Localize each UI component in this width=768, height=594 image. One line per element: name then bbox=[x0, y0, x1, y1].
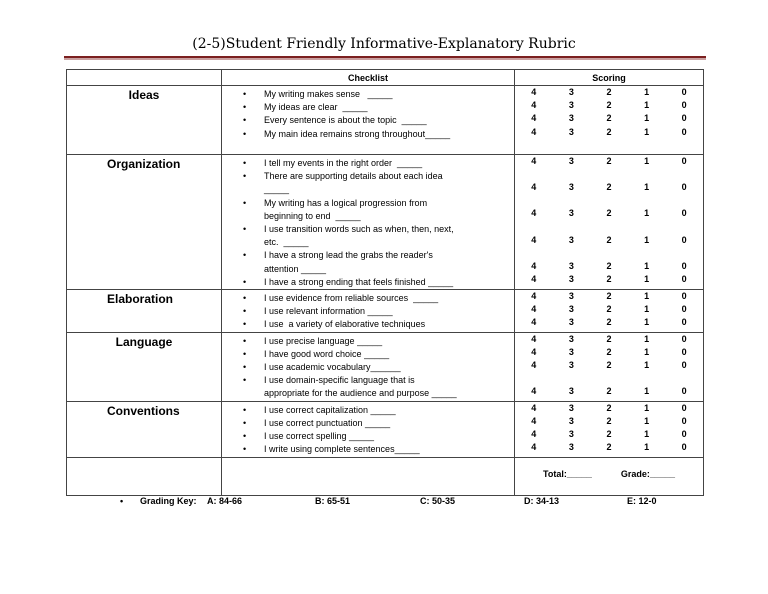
score-row: 4 3 2 1 0 bbox=[531, 333, 687, 344]
header-blank bbox=[67, 70, 222, 86]
grade-e: E: 12-0 bbox=[627, 496, 657, 506]
total-grade-cell bbox=[515, 457, 704, 495]
grade-d: D: 34-13 bbox=[524, 496, 560, 506]
score-row: 4 3 2 1 0 bbox=[531, 208, 687, 219]
category-elaboration: Elaboration bbox=[67, 290, 222, 333]
grade-a: A: 84-66 bbox=[207, 496, 243, 506]
grading-key-label: Grading Key: bbox=[140, 496, 197, 506]
checklist-conventions bbox=[222, 401, 515, 457]
score-row: 4 3 2 1 0 bbox=[531, 402, 687, 413]
checklist-language bbox=[222, 332, 515, 401]
score-row: 4 3 2 1 0 bbox=[531, 304, 687, 315]
list-item: • I write using complete sentences_____ bbox=[222, 443, 514, 456]
score-row: 4 3 2 1 0 bbox=[531, 113, 687, 124]
list-item: • I have good word choice _____ bbox=[222, 348, 514, 361]
list-item: • I use academic vocabulary______ bbox=[222, 361, 514, 374]
score-row: 4 3 2 1 0 bbox=[531, 442, 687, 453]
list-item: • There are supporting details about each idea _____ bbox=[222, 170, 514, 196]
list-item: • My main idea remains strong throughout_____ bbox=[222, 128, 514, 141]
list-item: • I use domain-specific language that is appropriate for the audience and purpose _____ bbox=[222, 374, 514, 400]
score-row: 4 3 2 1 0 bbox=[531, 156, 687, 166]
score-row: 4 3 2 1 0 bbox=[531, 274, 687, 285]
score-row: 4 3 2 1 0 bbox=[531, 260, 687, 271]
score-row: 4 3 2 1 0 bbox=[531, 234, 687, 245]
list-item: • My writing makes sense _____ bbox=[222, 88, 514, 101]
rubric-table bbox=[66, 69, 704, 496]
list-item: • I have a strong ending that feels finished _____ bbox=[222, 276, 514, 289]
category-organization: Organization bbox=[67, 155, 222, 290]
checklist-elaboration bbox=[222, 290, 515, 333]
total-label: Total:_____ bbox=[543, 468, 592, 479]
total-blank-left bbox=[67, 457, 222, 495]
score-row: 4 3 2 1 0 bbox=[531, 415, 687, 426]
title-divider bbox=[64, 56, 706, 58]
list-item: • I have a strong lead the grabs the reader's attention _____ bbox=[222, 249, 514, 275]
grade-b: B: 65-51 bbox=[315, 496, 351, 506]
row-ideas bbox=[67, 86, 704, 155]
checklist-organization bbox=[222, 155, 515, 290]
score-row: 4 3 2 1 0 bbox=[531, 429, 687, 440]
list-item: • My ideas are clear _____ bbox=[222, 101, 514, 114]
score-row: 4 3 2 1 0 bbox=[531, 317, 687, 328]
list-item: • I tell my events in the right order _____ bbox=[222, 157, 514, 170]
list-item: • My writing has a logical progression from beginning to end _____ bbox=[222, 197, 514, 223]
list-item: • Every sentence is about the topic _____ bbox=[222, 114, 514, 127]
score-row: 4 3 2 1 0 bbox=[531, 346, 687, 357]
header-scoring: Scoring bbox=[515, 70, 704, 86]
bullet-icon: • bbox=[120, 496, 124, 506]
list-item: • I use correct punctuation _____ bbox=[222, 417, 514, 430]
row-conventions bbox=[67, 401, 704, 457]
score-row: 4 3 2 1 0 bbox=[531, 291, 687, 302]
scores-elaboration bbox=[515, 290, 704, 333]
row-language bbox=[67, 332, 704, 401]
score-row: 4 3 2 1 0 bbox=[531, 360, 687, 371]
header-row bbox=[67, 70, 704, 86]
header-checklist: Checklist bbox=[222, 70, 515, 86]
category-ideas: Ideas bbox=[67, 86, 222, 155]
list-item: • I use precise language _____ bbox=[222, 335, 514, 348]
row-organization bbox=[67, 155, 704, 290]
scores-organization bbox=[515, 155, 704, 290]
row-total bbox=[67, 457, 704, 495]
score-row: 4 3 2 1 0 bbox=[531, 126, 687, 137]
score-row: 4 3 2 1 0 bbox=[531, 386, 687, 397]
list-item: • I use correct spelling _____ bbox=[222, 430, 514, 443]
grade-c: C: 50-35 bbox=[420, 496, 456, 506]
score-row: 4 3 2 1 0 bbox=[531, 100, 687, 111]
list-item: • I use evidence from reliable sources _____ bbox=[222, 292, 514, 305]
score-row: 4 3 2 1 0 bbox=[531, 182, 687, 193]
total-blank-middle bbox=[222, 457, 515, 495]
page-title: (2-5)Student Friendly Informative-Explanatory Rubric bbox=[192, 36, 576, 52]
list-item: • I use a variety of elaborative techniques bbox=[222, 318, 514, 331]
grade-label: Grade:_____ bbox=[620, 468, 675, 479]
list-item: • I use transition words such as when, then, next, etc. _____ bbox=[222, 223, 514, 249]
scores-conventions bbox=[515, 401, 704, 457]
row-elaboration bbox=[67, 290, 704, 333]
list-item: • I use correct capitalization _____ bbox=[222, 404, 514, 417]
category-language: Language bbox=[67, 332, 222, 401]
list-item: • I use relevant information _____ bbox=[222, 305, 514, 318]
score-row: 4 3 2 1 0 bbox=[531, 87, 687, 97]
scores-language bbox=[515, 332, 704, 401]
checklist-ideas bbox=[222, 86, 515, 155]
scores-ideas bbox=[515, 86, 704, 155]
category-conventions: Conventions bbox=[67, 401, 222, 457]
